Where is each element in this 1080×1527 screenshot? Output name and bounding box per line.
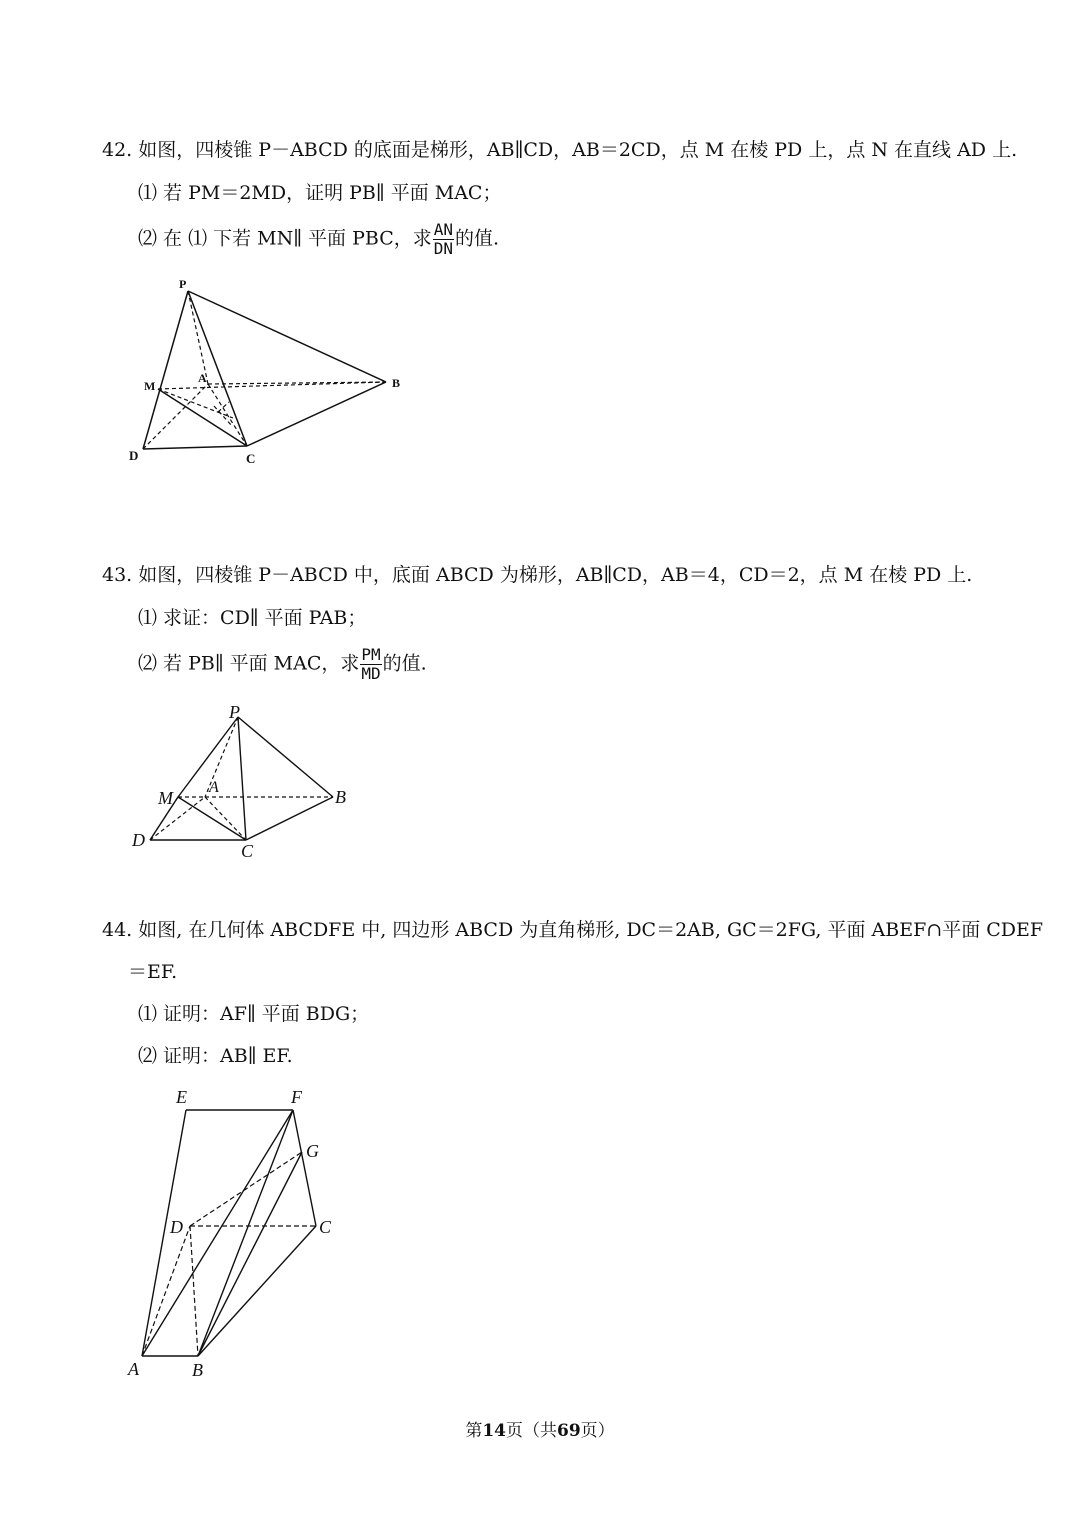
q43-fraction-denominator: MD (361, 664, 381, 683)
footer-total-pages: 69 (557, 1421, 581, 1441)
q43-part2-text: ⑵ 若 PB∥ 平面 MAC，求 (138, 652, 360, 675)
q43-label-d: D (132, 830, 145, 850)
q43-part1: ⑴ 求证：CD∥ 平面 PAB； (138, 607, 367, 629)
q44-label-c: C (319, 1217, 332, 1237)
q42-label-m: M (144, 379, 156, 393)
q43-label-p: P (229, 702, 240, 722)
q42-part1: ⑴ 若 PM＝2MD，证明 PB∥ 平面 MAC； (138, 182, 502, 204)
q43-label-b: B (335, 787, 346, 807)
q42-label-d: D (129, 448, 139, 463)
q42-stem: 42. 如图，四棱锥 P－ABCD 的底面是梯形，AB∥CD，AB＝2CD，点 M 在棱 PD 上，点 N 在直线 AD 上. (102, 139, 1018, 161)
q42-label-a: A (198, 371, 207, 385)
q43-stem: 43. 如图，四棱锥 P－ABCD 中，底面 ABCD 为梯形，AB∥CD，AB＝4，CD＝2，点 M 在棱 PD 上. (102, 564, 973, 586)
footer-prefix: 第 (465, 1421, 483, 1441)
footer-suffix: 页） (580, 1421, 615, 1441)
q44-label-b: B (192, 1360, 203, 1380)
page-footer (0, 1416, 1080, 1441)
q42-fraction-denominator: DN (433, 239, 453, 258)
q42-part2-text: ⑵ 在 ⑴ 下若 MN∥ 平面 PBC，求 (138, 227, 432, 250)
q44-part1: ⑴ 证明：AF∥ 平面 BDG； (138, 1003, 370, 1025)
q42-label-p: P (179, 277, 187, 291)
q44-stem: 44. 如图, 在几何体 ABCDFE 中, 四边形 ABCD 为直角梯形, DC＝2AB, GC＝2FG, 平面 ABEF∩平面 CDEF (102, 919, 1044, 941)
q42-label-c: C (246, 451, 256, 466)
q43-part2-suffix: 的值. (382, 652, 427, 675)
q43-label-a: A (209, 779, 219, 796)
q44-stem-continued: ＝EF. (128, 961, 178, 983)
q42-part2-suffix: 的值. (455, 227, 500, 250)
q44-label-d: D (170, 1217, 183, 1237)
q44-part2: ⑵ 证明：AB∥ EF. (138, 1045, 293, 1067)
q42-fraction-numerator: AN (433, 220, 453, 239)
q44-label-g: G (306, 1141, 319, 1161)
q43-label-c: C (241, 841, 254, 861)
q43-fraction-numerator: PM (361, 645, 381, 664)
footer-middle: 页（共 (506, 1421, 557, 1441)
q42-label-b: B (392, 376, 401, 390)
q44-label-a: A (128, 1359, 139, 1379)
q44-label-f: F (291, 1087, 302, 1107)
q43-label-m: M (158, 788, 173, 808)
q44-label-e: E (176, 1087, 187, 1107)
footer-page-number: 14 (482, 1421, 506, 1441)
